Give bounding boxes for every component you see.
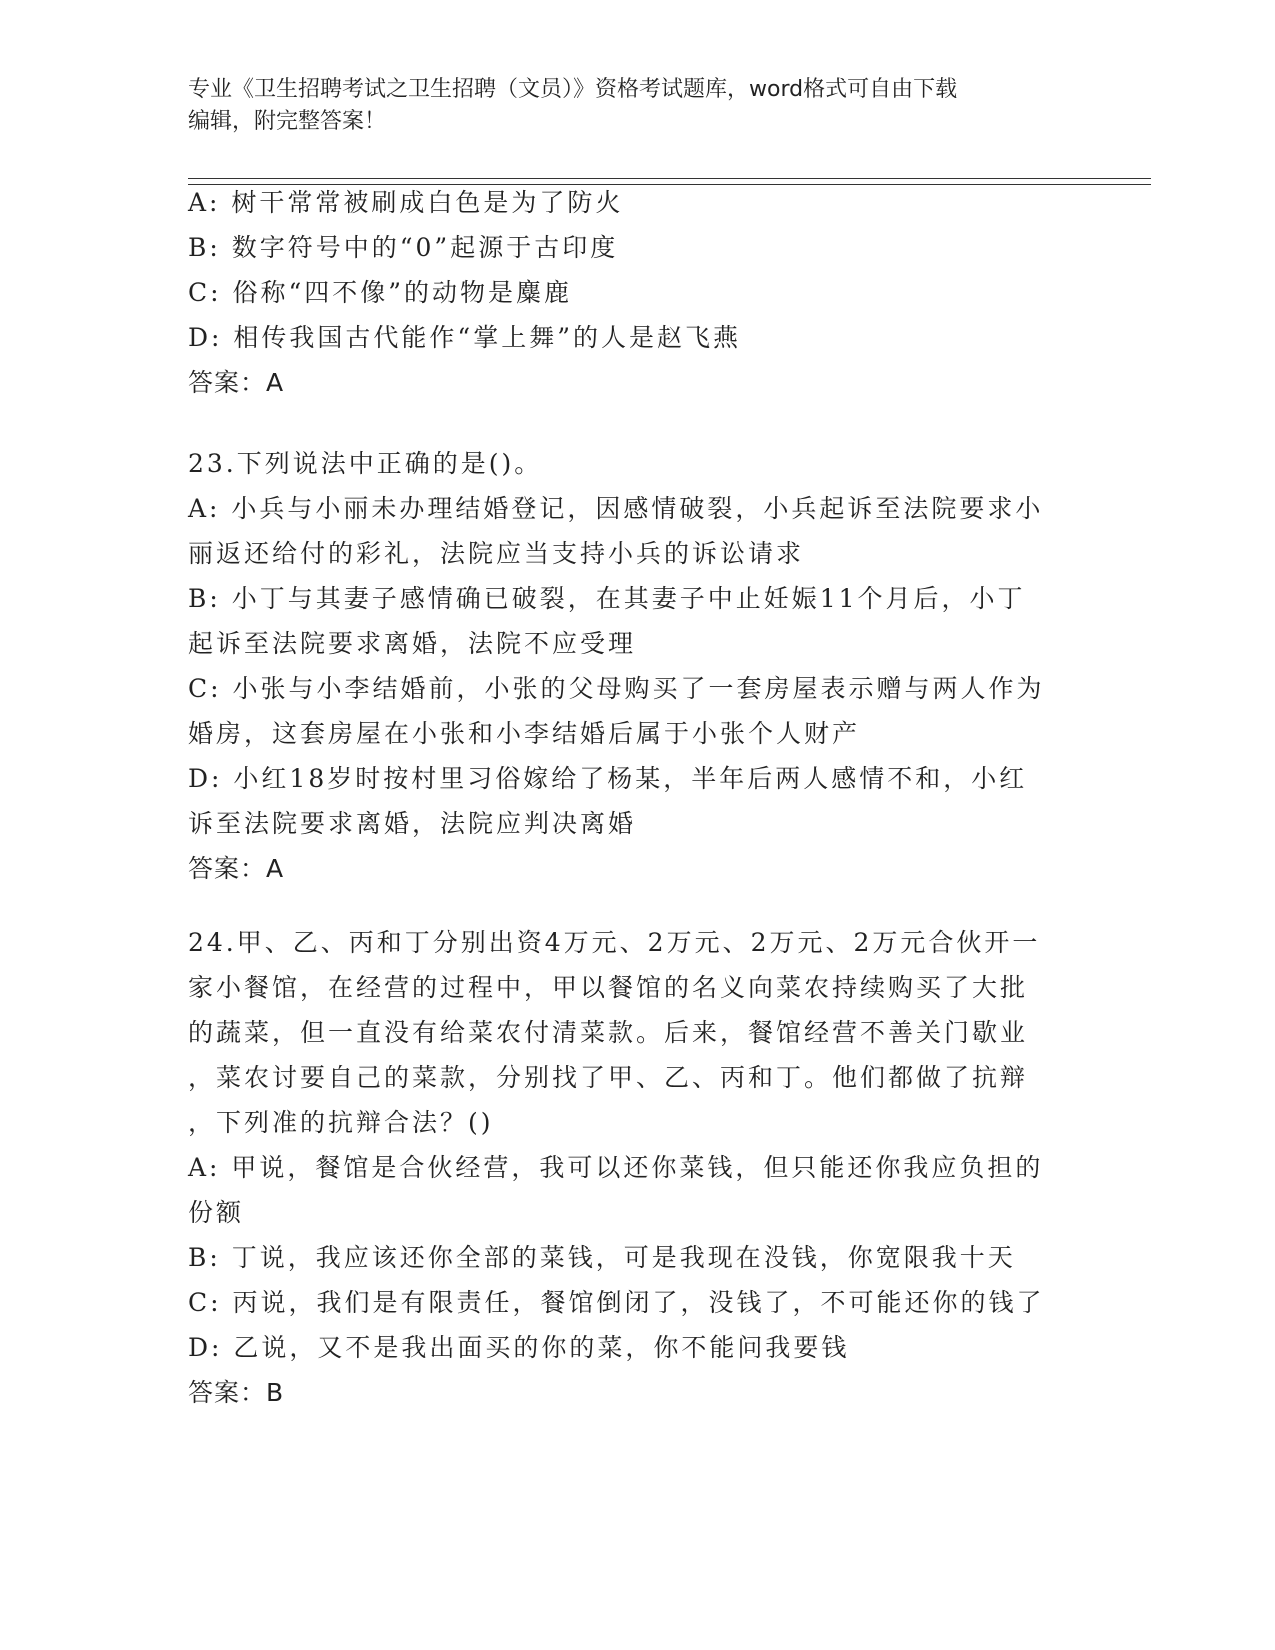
q22-option-a: A: 树干常常被刷成白色是为了防火 xyxy=(188,188,624,217)
q24-stem-line-3: 的蔬菜，但一直没有给菜农付清菜款。后来，餐馆经营不善关门歇业 xyxy=(188,1018,1029,1047)
q23-answer: 答案：A xyxy=(188,854,285,883)
q23-option-a-line-2: 丽返还给付的彩礼，法院应当支持小兵的诉讼请求 xyxy=(188,539,805,568)
document-header xyxy=(188,74,1088,138)
q23-option-b-line-1: B: 小丁与其妻子感情确已破裂，在其妻子中止妊娠11个月后，小丁 xyxy=(188,584,1026,613)
q23-option-b-line-2: 起诉至法院要求离婚，法院不应受理 xyxy=(188,629,637,658)
q23-option-d-line-2: 诉至法院要求离婚，法院应判决离婚 xyxy=(188,809,637,838)
q22-option-d: D: 相传我国古代能作“掌上舞”的人是赵飞燕 xyxy=(188,323,741,352)
q24-stem-line-2: 家小餐馆，在经营的过程中，甲以餐馆的名义向菜农持续购买了大批 xyxy=(188,973,1029,1002)
q22-option-c: C: 俗称“四不像”的动物是麋鹿 xyxy=(188,278,573,307)
question-23 xyxy=(188,441,1088,891)
q24-stem-line-5: ，下列准的抗辩合法？() xyxy=(188,1108,494,1137)
header-divider-top xyxy=(188,178,1151,179)
q24-option-c: C: 丙说，我们是有限责任，餐馆倒闭了，没钱了，不可能还你的钱了 xyxy=(188,1288,1045,1317)
q24-stem-line-4: ，菜农讨要自己的菜款，分别找了甲、乙、丙和丁。他们都做了抗辩 xyxy=(188,1063,1029,1092)
q24-option-b: B: 丁说，我应该还你全部的菜钱，可是我现在没钱，你宽限我十天 xyxy=(188,1243,1016,1272)
question-22 xyxy=(188,180,1088,405)
q23-option-c-line-2: 婚房，这套房屋在小张和小李结婚后属于小张个人财产 xyxy=(188,719,861,748)
q22-answer: 答案：A xyxy=(188,368,285,397)
q24-stem-line-1: 24.甲、乙、丙和丁分别出资4万元、2万元、2万元、2万元合伙开一 xyxy=(188,928,1041,957)
q24-option-a-line-2: 份额 xyxy=(188,1198,245,1227)
q23-stem: 23.下列说法中正确的是()。 xyxy=(188,449,543,478)
q24-option-a-line-1: A: 甲说，餐馆是合伙经营，我可以还你菜钱，但只能还你我应负担的 xyxy=(188,1153,1044,1182)
q23-option-d-line-1: D: 小红18岁时按村里习俗嫁给了杨某，半年后两人感情不和，小红 xyxy=(188,764,1028,793)
q23-option-a-line-1: A: 小兵与小丽未办理结婚登记，因感情破裂，小兵起诉至法院要求小 xyxy=(188,494,1044,523)
header-line-2: 编辑，附完整答案！ xyxy=(188,109,387,134)
question-24 xyxy=(188,920,1088,1415)
header-line-1: 专业《卫生招聘考试之卫生招聘（文员）》资格考试题库，word格式可自由下载 xyxy=(188,77,958,102)
q23-option-c-line-1: C: 小张与小李结婚前，小张的父母购买了一套房屋表示赠与两人作为 xyxy=(188,674,1045,703)
q24-answer: 答案：B xyxy=(188,1378,285,1407)
q24-option-d: D: 乙说，又不是我出面买的你的菜，你不能问我要钱 xyxy=(188,1333,850,1362)
q22-option-b: B: 数字符号中的“0”起源于古印度 xyxy=(188,233,619,262)
